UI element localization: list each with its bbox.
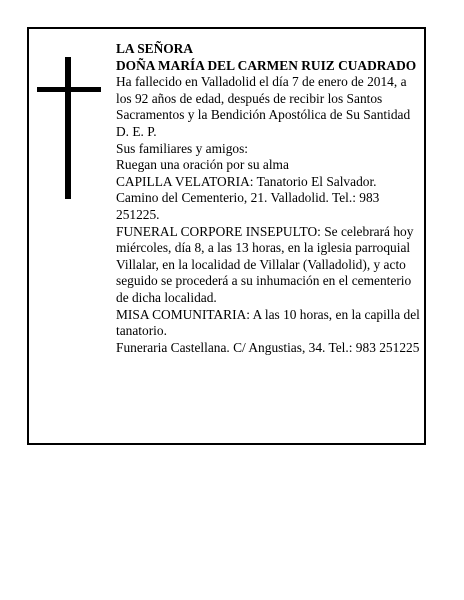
prayer-request: Ruegan una oración por su alma: [116, 157, 289, 173]
notice-title-name: DOÑA MARÍA DEL CARMEN RUIZ CUADRADO: [116, 57, 417, 73]
cross-horizontal-bar: [37, 87, 101, 92]
funeral-home-info: Funeraria Castellana. C/ Angustias, 34. Tel.: 983 251225: [116, 339, 420, 355]
mass-info: MISA COMUNITARIA: A las 10 horas, en la capilla del tanatorio.: [116, 306, 420, 339]
notice-body: [116, 41, 422, 356]
funeral-info: FUNERAL CORPORE INSEPULTO: Se celebrará hoy miércoles, día 8, a las 13 horas, en la iglesia parroquial Villalar, en la localidad de Villalar (Valladolid), y acto seguido se procederá a su inhumación en el cementerio de dicha localidad.: [116, 223, 414, 305]
notice-title-line1: LA SEÑORA: [116, 41, 194, 56]
obituary-notice: [27, 27, 426, 445]
rip-text: D. E. P.: [116, 123, 157, 139]
death-statement: Ha fallecido en Valladolid el día 7 de enero de 2014, a los 92 años de edad, después de recibir los Santos Sacramentos y la Bendición Apostólica de Su Santidad: [116, 74, 411, 123]
family-line: Sus familiares y amigos:: [116, 140, 249, 156]
cross-icon: [37, 57, 101, 199]
chapel-info: CAPILLA VELATORIA: Tanatorio El Salvador. Camino del Cementerio, 21. Valladolid. Tel.: 983 251225.: [116, 173, 380, 222]
cross-vertical-bar: [65, 57, 71, 199]
